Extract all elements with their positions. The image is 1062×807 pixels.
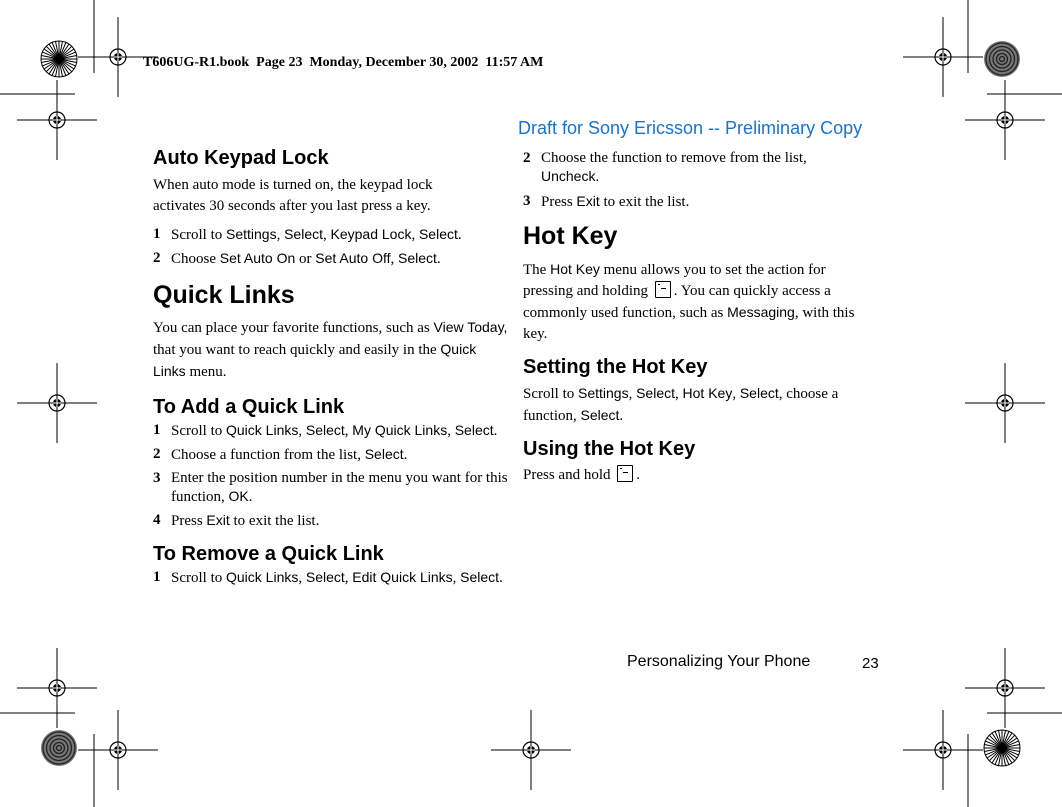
heading-quick-links: Quick Links — [153, 281, 295, 309]
body-text: . — [636, 467, 640, 483]
hot-key-icon — [655, 281, 671, 298]
footer-section-title: Personalizing Your Phone — [627, 653, 811, 670]
step-text: to exit the list. — [229, 513, 320, 529]
heading-setting-hot-key: Setting the Hot Key — [523, 356, 708, 378]
ui-term: Select — [305, 422, 345, 438]
ui-term: Set Auto Off — [315, 250, 391, 266]
step-text: . — [499, 570, 503, 586]
heading-using-hot-key: Using the Hot Key — [523, 438, 696, 460]
ui-term: Exit — [206, 512, 230, 528]
ui-term: Select — [739, 385, 779, 401]
step-text: , — [390, 251, 398, 267]
body-text: The — [523, 262, 551, 278]
remove-step-3 — [523, 192, 879, 211]
body-text: , — [732, 386, 740, 402]
step-text: Press — [541, 194, 577, 210]
ui-term: OK — [228, 488, 249, 504]
step-text: , — [344, 570, 353, 586]
step-text: . — [436, 251, 441, 267]
ui-term: Settings — [578, 385, 629, 401]
draft-notice: Draft for Sony Ericsson -- Preliminary Copy — [518, 118, 863, 138]
left-column — [153, 146, 509, 587]
step-text: , — [447, 423, 455, 439]
ui-term: Uncheck — [541, 168, 596, 184]
add-step-3 — [153, 469, 509, 506]
body-text: Scroll to — [523, 386, 578, 402]
step-text: Choose the function to remove from the list, — [541, 150, 807, 166]
ui-term: View Today, — [433, 319, 508, 335]
auto-keypad-body: When auto mode is turned on, the keypad lock activates 30 seconds after you last press a key. — [153, 177, 433, 214]
step-number: 1 — [153, 422, 161, 438]
ui-term: Hot Key — [550, 261, 600, 277]
add-step-2 — [153, 445, 509, 464]
step-text: . — [595, 169, 600, 185]
body-text: , choose a function, — [523, 386, 839, 424]
book-header-line: T606UG-R1.book Page 23 Monday, December 30, 2002 11:57 AM — [143, 55, 544, 70]
step-text: Scroll to — [171, 423, 226, 439]
ui-term: Select — [454, 422, 494, 438]
add-step-1 — [153, 421, 509, 440]
body-text: , — [675, 386, 683, 402]
body-text: , — [628, 386, 637, 402]
step-number: 3 — [153, 470, 161, 486]
ui-term: Edit Quick Links — [352, 569, 453, 585]
hot-key-icon — [617, 465, 633, 482]
body-text: You can place your favorite functions, such as — [153, 320, 434, 336]
step-text: Scroll to — [171, 227, 226, 243]
step-number: 2 — [153, 250, 161, 266]
ui-term: Hot Key — [682, 385, 733, 401]
remove-step-1 — [153, 568, 509, 587]
ui-term: Exit — [576, 193, 600, 209]
ui-term: Select — [418, 226, 458, 242]
ui-term: Messaging — [727, 304, 795, 320]
step-text: , — [344, 423, 353, 439]
step-number: 4 — [153, 512, 161, 528]
body-text: , with this key. — [523, 305, 855, 342]
auto-keypad-step-1 — [153, 225, 509, 244]
step-number: 1 — [153, 226, 161, 242]
ui-term: Quick Links — [153, 341, 477, 379]
step-text: , — [411, 227, 419, 243]
quick-links-body — [153, 317, 509, 383]
body-text: menu. — [185, 364, 227, 380]
step-text: Enter the position number in the menu you want for this function, — [171, 470, 508, 505]
body-text: Press and hold — [523, 467, 615, 483]
setting-hot-key-body — [523, 383, 863, 427]
step-text: Scroll to — [171, 570, 226, 586]
ui-term: Select — [398, 250, 437, 266]
ui-term: Select — [460, 569, 500, 585]
step-text: , — [276, 227, 285, 243]
ui-term: Select — [580, 407, 620, 423]
step-text: , — [323, 227, 331, 243]
body-text: that you want to reach quickly and easily in the — [153, 342, 441, 358]
step-number: 1 — [153, 569, 161, 585]
heading-auto-keypad-lock: Auto Keypad Lock — [153, 147, 329, 169]
step-text: , — [452, 570, 461, 586]
step-text: , — [298, 423, 306, 439]
step-text: , — [298, 570, 306, 586]
add-step-4 — [153, 511, 509, 530]
step-text: Press — [171, 513, 207, 529]
ui-term: Select — [364, 446, 404, 462]
ui-term: Select — [305, 569, 345, 585]
ui-term: Set Auto On — [219, 250, 296, 266]
step-text: Choose a function from the list, — [171, 447, 365, 463]
step-text: to exit the list. — [599, 194, 690, 210]
remove-step-2 — [523, 149, 861, 186]
body-text: . — [619, 408, 624, 424]
step-text: . — [403, 447, 408, 463]
step-text: or — [295, 251, 316, 267]
body-text: . You can quickly access a commonly used function, such as — [523, 283, 831, 321]
step-text: Choose — [171, 251, 220, 267]
heading-hot-key: Hot Key — [523, 222, 618, 250]
heading-add-quick-link: To Add a Quick Link — [153, 396, 345, 418]
page-number: 23 — [862, 655, 879, 672]
auto-keypad-step-2 — [153, 249, 509, 268]
ui-term: Select — [636, 385, 676, 401]
hot-key-body — [523, 259, 873, 345]
ui-term: Settings — [226, 226, 277, 242]
ui-term: My Quick Links — [352, 422, 448, 438]
body-text: menu allows you to set the action for pressing and holding — [523, 262, 826, 299]
right-column — [523, 149, 879, 486]
using-hot-key-body — [523, 465, 879, 486]
step-text: . — [457, 227, 462, 243]
heading-remove-quick-link: To Remove a Quick Link — [153, 543, 384, 565]
step-number: 3 — [523, 193, 531, 209]
ui-term: Select — [284, 226, 324, 242]
ui-term: Quick Links — [226, 422, 299, 438]
ui-term: Quick Links — [226, 569, 299, 585]
step-number: 2 — [153, 446, 161, 462]
ui-term: Keypad Lock — [330, 226, 412, 242]
step-text: . — [493, 423, 498, 439]
step-text: . — [248, 489, 253, 505]
step-number: 2 — [523, 150, 531, 166]
